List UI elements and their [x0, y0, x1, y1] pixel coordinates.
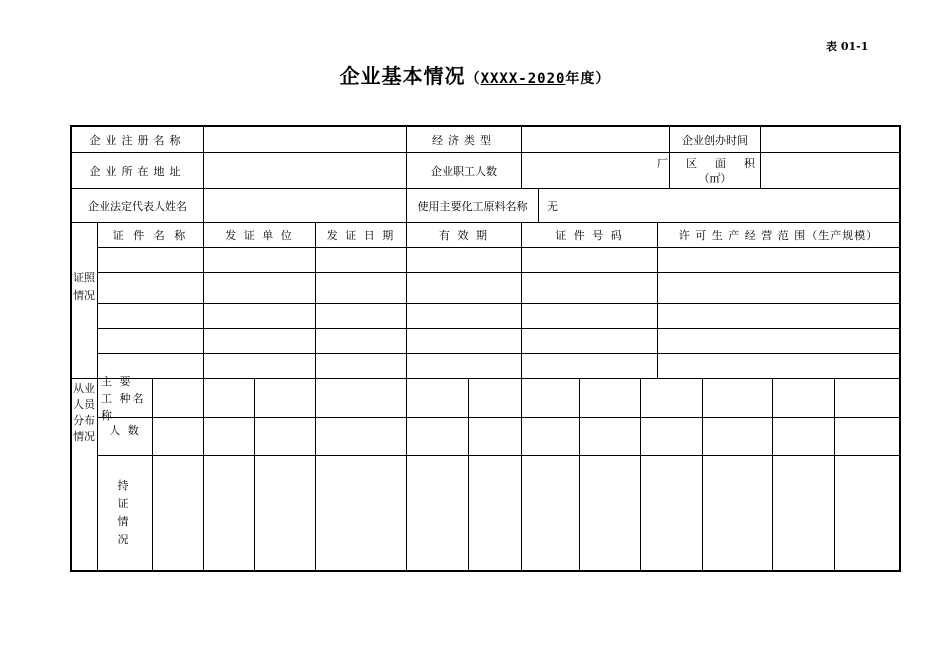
headcount-label: 人 数 [109, 424, 141, 437]
license-row[interactable] [98, 304, 899, 328]
form-number: 表 01-1 [826, 40, 869, 53]
license-col-header: 证 件 号 码 [555, 229, 624, 242]
job-type-row[interactable] [153, 379, 899, 417]
job-type-label-text: 主 要 工 种名称 [101, 374, 146, 422]
plant-area-label [657, 153, 773, 188]
license-row[interactable] [98, 273, 899, 303]
employees-field[interactable] [522, 153, 669, 188]
staff-side-label [73, 381, 95, 445]
chem-value[interactable]: 无 [547, 199, 558, 213]
cert-status-label-text: 持 证 情 况 [117, 479, 133, 546]
plant-area-label-text: 厂区面积 [657, 156, 773, 170]
employees-label: 企业职工人数 [431, 164, 497, 178]
econ-type-label: 经济类型 [432, 133, 496, 147]
license-row[interactable] [98, 354, 899, 378]
econ-type-field[interactable] [522, 127, 669, 152]
legal-rep-label: 企业法定代表人姓名 [88, 199, 187, 213]
enterprise-info-table [70, 125, 901, 572]
address-label: 企业所在地址 [89, 164, 186, 178]
founded-label: 企业创办时间 [682, 133, 748, 147]
reg-name-field[interactable] [204, 127, 406, 152]
job-type-label [98, 374, 152, 422]
chem-label: 使用主要化工原料名称 [417, 199, 528, 213]
license-col-header: 发 证 单 位 [225, 229, 294, 242]
license-col-header: 有 效 期 [439, 229, 489, 242]
page-title [0, 60, 950, 89]
license-row[interactable] [98, 248, 899, 272]
staff-side-label-text: 从业人员分布情况 [73, 382, 95, 443]
cert-status-label [98, 456, 152, 570]
title-year[interactable]: XXXX-2020 [480, 71, 566, 87]
title-suffix: 年度） [565, 71, 611, 87]
license-col-header: 证 件 名 称 [112, 229, 189, 242]
title-year-wrap [466, 71, 611, 87]
legal-rep-field[interactable] [204, 189, 406, 222]
founded-field[interactable] [761, 127, 899, 152]
title-open-paren: （ [465, 71, 481, 87]
cert-status-row[interactable] [153, 456, 899, 570]
headcount-row[interactable] [153, 418, 899, 455]
license-col-header: 发 证 日 期 [326, 229, 396, 242]
license-col-header: 许 可 生 产 经 营 范 围（生产规模） [678, 229, 879, 242]
plant-area-unit: （㎡） [698, 171, 732, 185]
license-row[interactable] [98, 329, 899, 353]
title-main: 企业基本情况 [339, 64, 466, 88]
plant-area-field[interactable] [761, 153, 899, 188]
license-side-label: 证照情况 [73, 271, 95, 302]
address-field[interactable] [204, 153, 406, 188]
reg-name-label: 企业注册名称 [89, 133, 186, 147]
